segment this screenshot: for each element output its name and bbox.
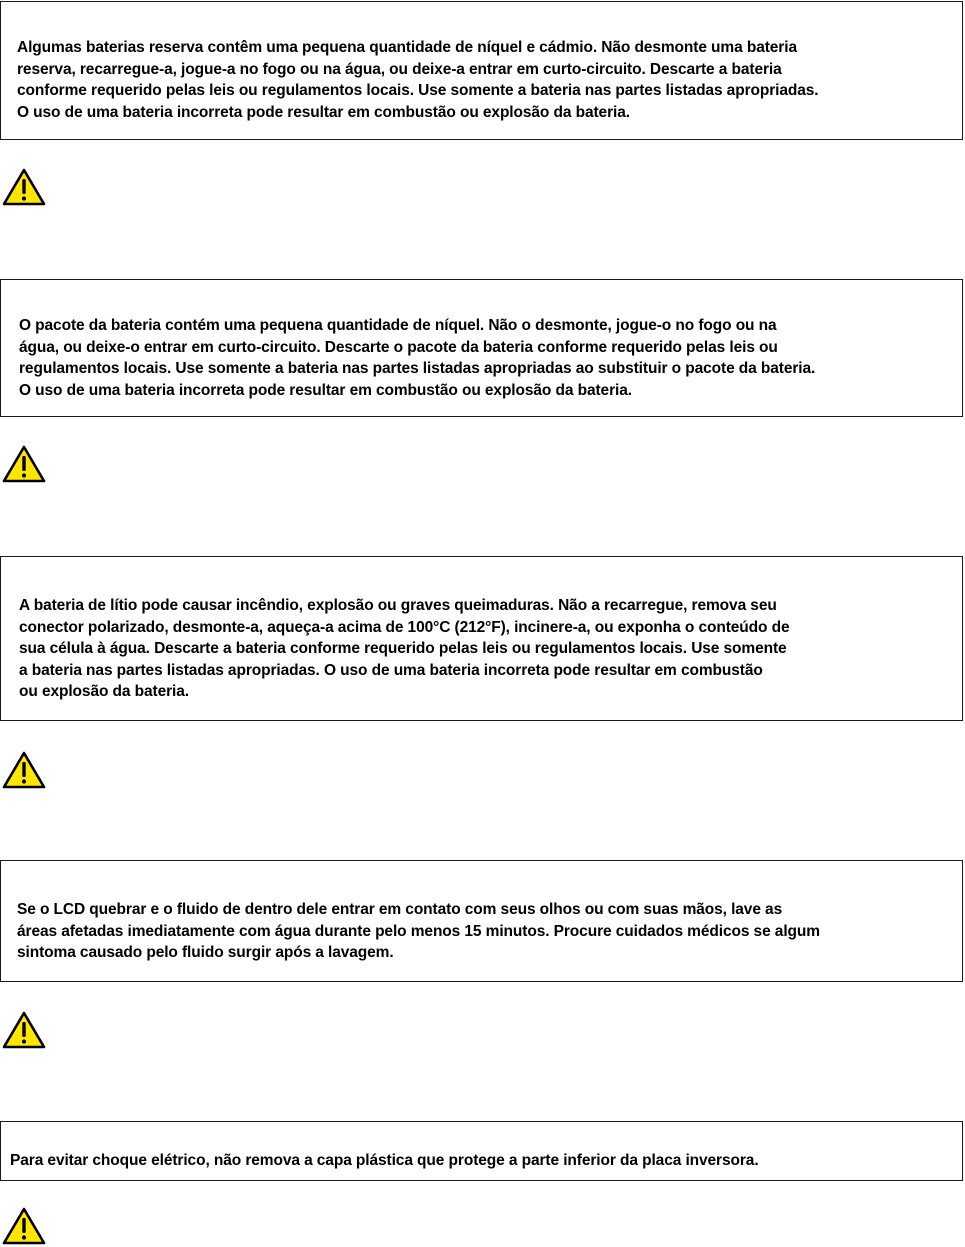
notice-text: O pacote da bateria contém uma pequena quantidade de níquel. Não o desmonte, jogue-o no fogo ou na água, ou deixe-o entrar em curto-circuito. Descarte o pacote da bateria conforme requerido pelas leis ou regulamentos locais. Use somente a bateria nas partes listadas apropriadas ao substituir o pacote da bateria. O uso de uma bateria incorreta pode resultar em combustão ou explosão da bateria. xyxy=(19,317,816,399)
warning-triangle-icon xyxy=(2,1011,46,1049)
warning-triangle-icon xyxy=(2,1207,46,1245)
notice-box-lithium xyxy=(0,556,963,721)
notice-text: Se o LCD quebrar e o fluido de dentro dele entrar em contato com seus olhos ou com suas mãos, lave as áreas afetadas imediatamente com água durante pelo menos 15 minutos. Procure cuidados médicos se algum sintoma causado pelo fluido surgir após a lavagem. xyxy=(17,901,820,961)
warning-triangle-icon xyxy=(2,445,46,483)
warning-triangle-icon xyxy=(2,168,46,206)
warning-triangle-icon xyxy=(2,751,46,789)
notice-box-electric-shock xyxy=(0,1121,963,1181)
notice-text: Para evitar choque elétrico, não remova a capa plástica que protege a parte inferior da placa inversora. xyxy=(10,1152,759,1169)
notice-box-lcd-fluid xyxy=(0,860,963,982)
notice-box-nickel-pack xyxy=(0,279,963,417)
notice-text: Algumas baterias reserva contêm uma pequena quantidade de níquel e cádmio. Não desmonte uma bateria reserva, recarregue-a, jogue-a no fogo ou na água, ou deixe-a entrar em curto-circuito. Descarte a bateria conforme requerido pelas leis ou regulamentos locais. Use somente a bateria nas partes listadas apropriadas. O uso de uma bateria incorreta pode resultar em combustão ou explosão da bateria. xyxy=(17,39,819,121)
notice-box-nickel-cadmium xyxy=(0,1,963,140)
notice-text: A bateria de lítio pode causar incêndio, explosão ou graves queimaduras. Não a recarregue, remova seu conector polarizado, desmonte-a, aqueça-a acima de 100°C (212°F), incinere-a, ou exponha o conteúdo de sua célula à água. Descarte a bateria conforme requerido pelas leis ou regulamentos locais. Use somente a bateria nas partes listadas apropriadas. O uso de uma bateria incorreta pode resultar em combustão ou explosão da bateria. xyxy=(19,597,790,700)
